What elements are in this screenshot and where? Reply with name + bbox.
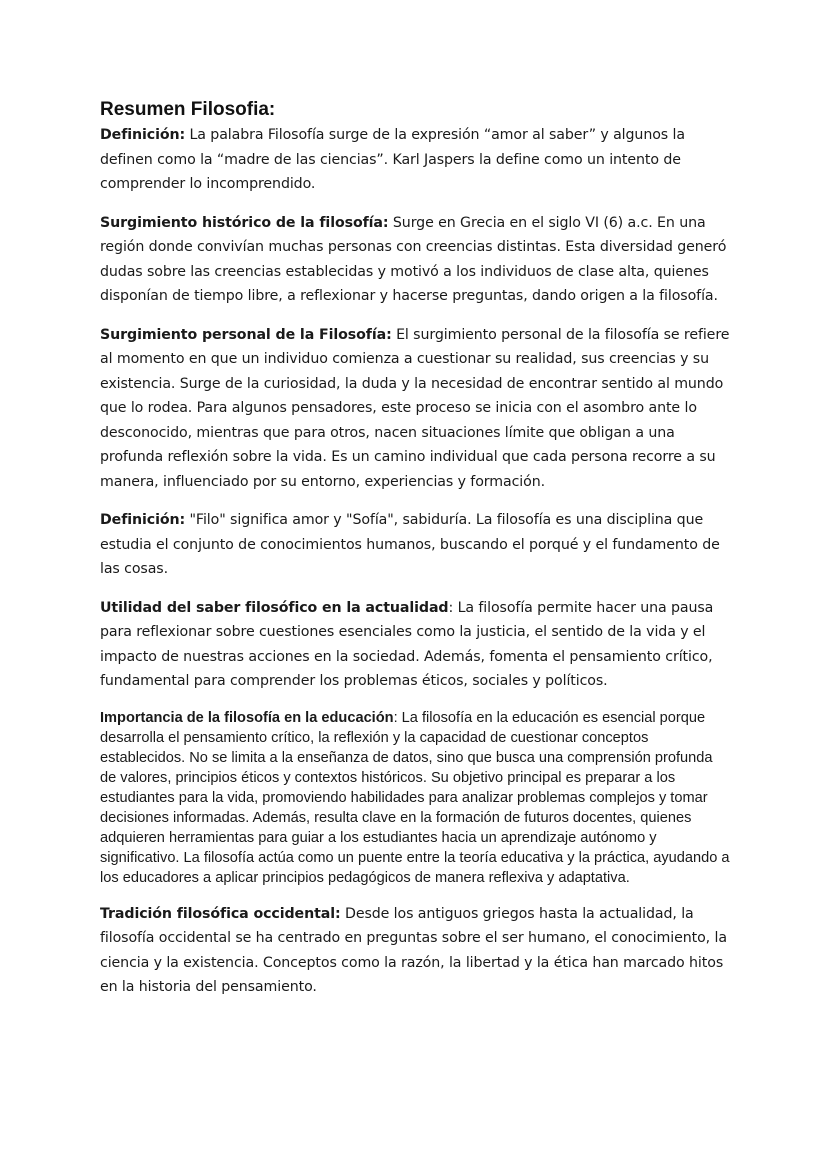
paragraph-body: Desde los antiguos griegos hasta la actualidad, la filosofía occidental se ha centrado en preguntas sobre el ser humano, el conocimiento, la ciencia y la existencia. Conceptos como la razón, la libertad y la ética han marcado hitos en la historia del pensamiento. [100, 905, 727, 995]
document-content [100, 98, 732, 1000]
paragraph-body: "Filo" significa amor y "Sofía", sabiduría. La filosofía es una disciplina que estudia el conjunto de conocimientos humanos, buscando el porqué y el fundamento de las cosas. [100, 512, 720, 577]
paragraph-historical-origin [100, 211, 732, 309]
paragraph-body: La palabra Filosofía surge de la expresión “amor al saber” y algunos la definen como la “madre de las ciencias”. Karl Jaspers la define como un intento de comprender lo incomprendido. [100, 127, 685, 192]
document-title: Resumen Filosofia: [100, 99, 276, 120]
paragraph-usefulness [100, 596, 732, 694]
paragraph-education [100, 708, 732, 888]
paragraph-heading: Surgimiento histórico de la filosofía: [100, 214, 389, 231]
paragraph-body: El surgimiento personal de la filosofía se refiere al momento en que un individuo comienza a cuestionar su realidad, sus creencias y su existencia. Surge de la curiosidad, la duda y la necesidad de encontrar sentido al mundo que lo rodea. Para algunos pensadores, este proceso se inicia con el asombro ante lo desconocido, mientras que para otros, nacen situaciones límite que obligan a una profunda reflexión sobre la vida. Es un camino individual que cada persona recorre a su manera, influenciado por su entorno, experiencias y formación. [100, 326, 730, 490]
paragraph-body: : La filosofía en la educación es esencial porque desarrolla el pensamiento crítico, la reflexión y la capacidad de cuestionar conceptos establecidos. No se limita a la enseñanza de datos, sino que busca una comprensión profunda de valores, principios éticos y contextos históricos. Su objetivo principal es preparar a los estudiantes para la vida, promoviendo habilidades para analizar problemas complejos y tomar decisiones informadas. Además, resulta clave en la formación de futuros docentes, quienes adquieren herramientas para guiar a los estudiantes hacia un aprendizaje autónomo y significativo. La filosofía actúa como un puente entre la teoría educativa y la práctica, ayudando a los educadores a aplicar principios pedagógicos de manera reflexiva y adaptativa. [100, 709, 730, 886]
paragraph-western-tradition [100, 902, 732, 1000]
paragraph-heading: Tradición filosófica occidental: [100, 905, 341, 922]
paragraph-personal-origin [100, 323, 732, 495]
paragraph-body: Surge en Grecia en el siglo VI (6) a.c. En una región donde convivían muchas personas con creencias distintas. Esta diversidad generó dudas sobre las creencias establecidas y motivó a los individuos de clase alta, quienes disponían de tiempo libre, a reflexionar y hacerse preguntas, dando origen a la filosofía. [100, 214, 727, 304]
paragraph-heading: Definición: [100, 512, 186, 528]
paragraph-heading: Importancia de la filosofía en la educación [100, 709, 394, 726]
paragraph-definition [100, 123, 732, 197]
paragraph-heading: Definición: [100, 127, 186, 143]
paragraph-heading: Utilidad del saber filosófico en la actualidad [100, 599, 449, 616]
paragraph-body: : La filosofía permite hacer una pausa para reflexionar sobre cuestiones esenciales como la justicia, el sentido de la vida y el impacto de nuestras acciones en la sociedad. Además, fomenta el pensamiento crítico, fundamental para comprender los problemas éticos, sociales y políticos. [100, 599, 714, 689]
paragraph-definition-etymology [100, 508, 732, 582]
paragraph-heading: Surgimiento personal de la Filosofía: [100, 326, 392, 343]
